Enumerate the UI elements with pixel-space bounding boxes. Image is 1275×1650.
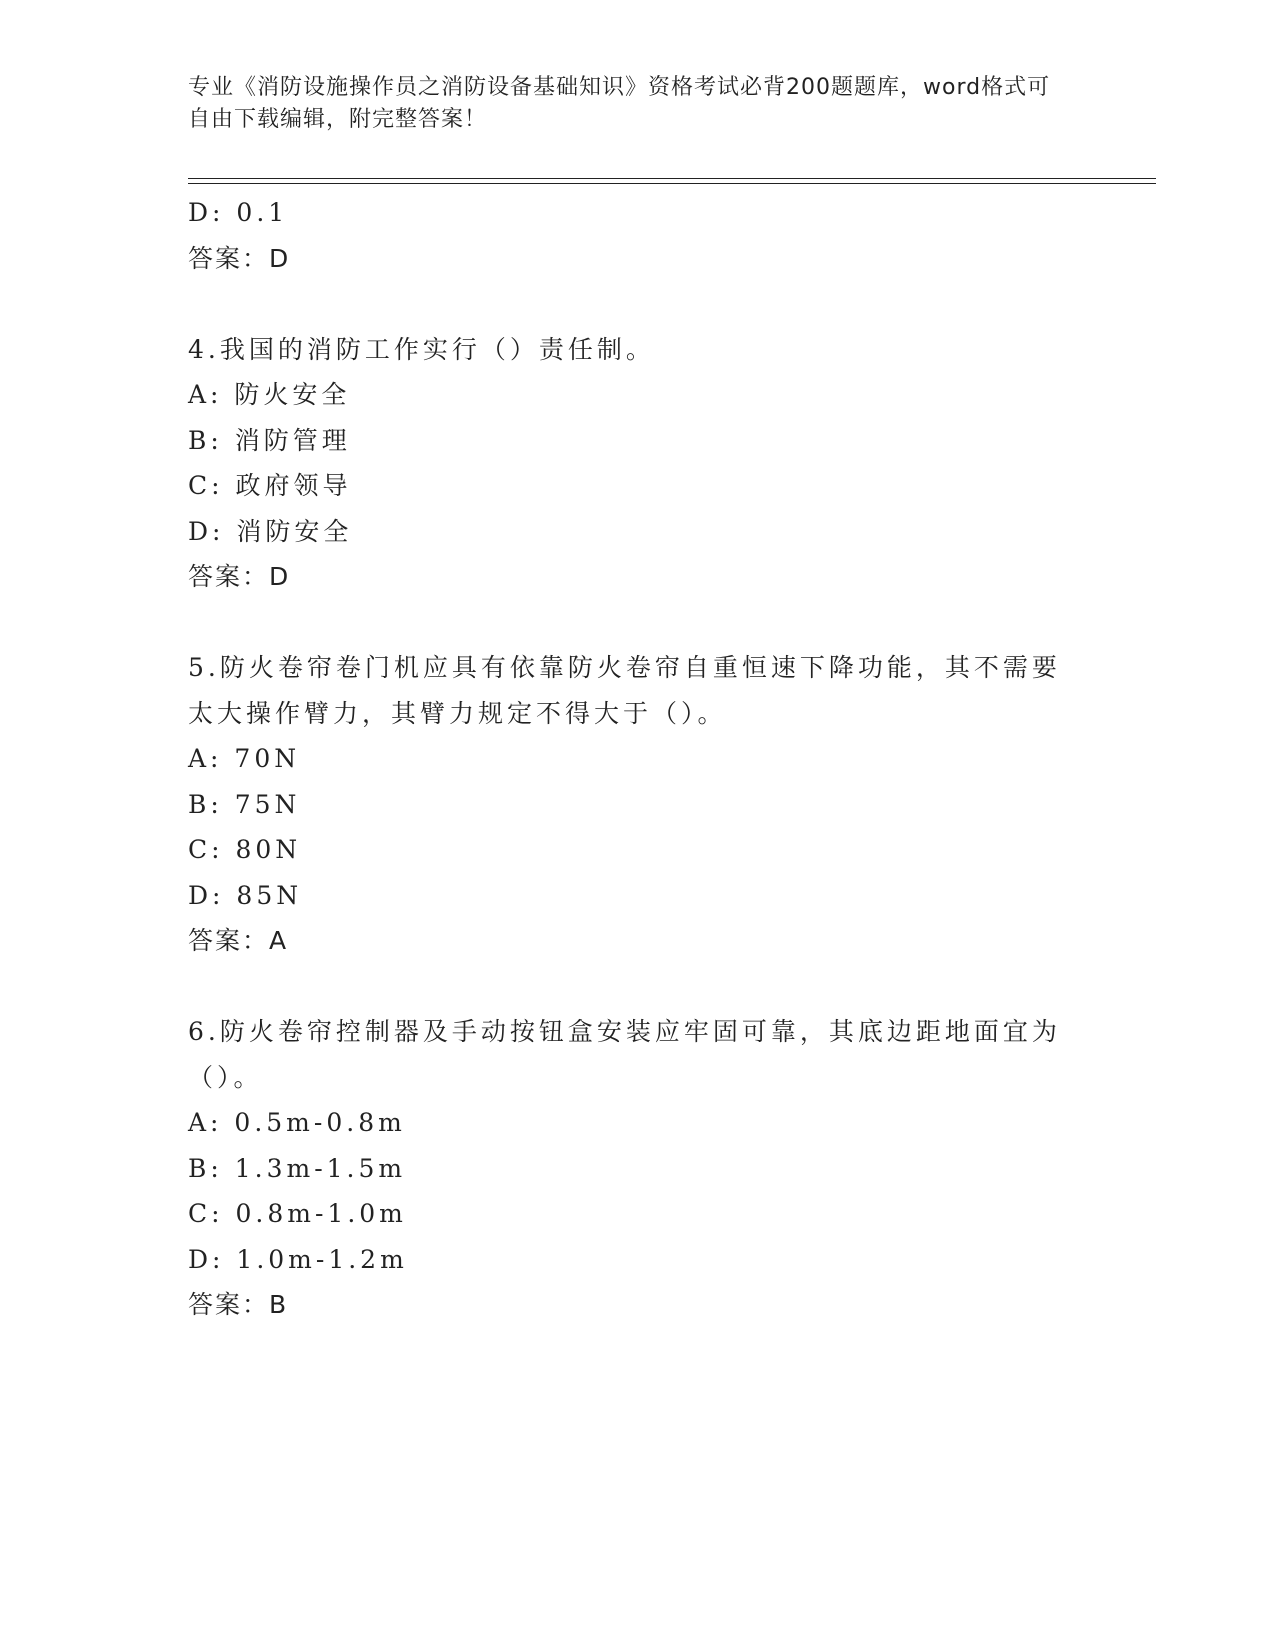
answer-line: 答案：D [188,243,291,273]
option-d: D: 0.1 [188,198,289,227]
question-stem: 6.防火卷帘控制器及手动按钮盒安装应牢固可靠，其底边距地面宜为（）。 [188,1017,1061,1092]
option-a: A: 防火安全 [188,380,351,409]
question-5 [188,645,1088,964]
answer-line: 答案：B [188,1290,289,1319]
option-c: C: 政府领导 [188,471,352,500]
header-divider-top [188,178,1156,179]
answer-line: 答案：D [188,562,291,591]
option-d: D: 1.0m-1.2m [188,1244,408,1274]
partial-question [188,190,1088,281]
option-b: B: 75N [188,789,301,819]
question-6 [188,1009,1088,1328]
question-stem: 4.我国的消防工作实行（）责任制。 [188,334,655,364]
header-divider-bottom [188,183,1156,184]
option-c: C: 0.8m-1.0m [188,1199,407,1228]
answer-line: 答案：A [188,926,289,955]
option-a: A: 0.5m-0.8m [188,1108,406,1137]
option-d: D: 消防安全 [188,516,353,546]
spacer [188,281,1088,327]
document-header: 专业《消防设施操作员之消防设备基础知识》资格考试必背200题题库，word格式可自由下载编辑，附完整答案！ [188,75,1051,132]
option-b: B: 消防管理 [188,425,351,455]
spacer [188,964,1088,1010]
option-d: D: 85N [188,880,303,910]
question-content [188,190,1088,1328]
spacer [188,600,1088,646]
option-c: C: 80N [188,835,302,864]
option-a: A: 70N [188,744,301,773]
option-b: B: 1.3m-1.5m [188,1153,407,1183]
question-4 [188,327,1088,600]
question-stem: 5.防火卷帘卷门机应具有依靠防火卷帘自重恒速下降功能，其不需要太大操作臂力，其臂力规定不得大于（）。 [188,653,1061,728]
